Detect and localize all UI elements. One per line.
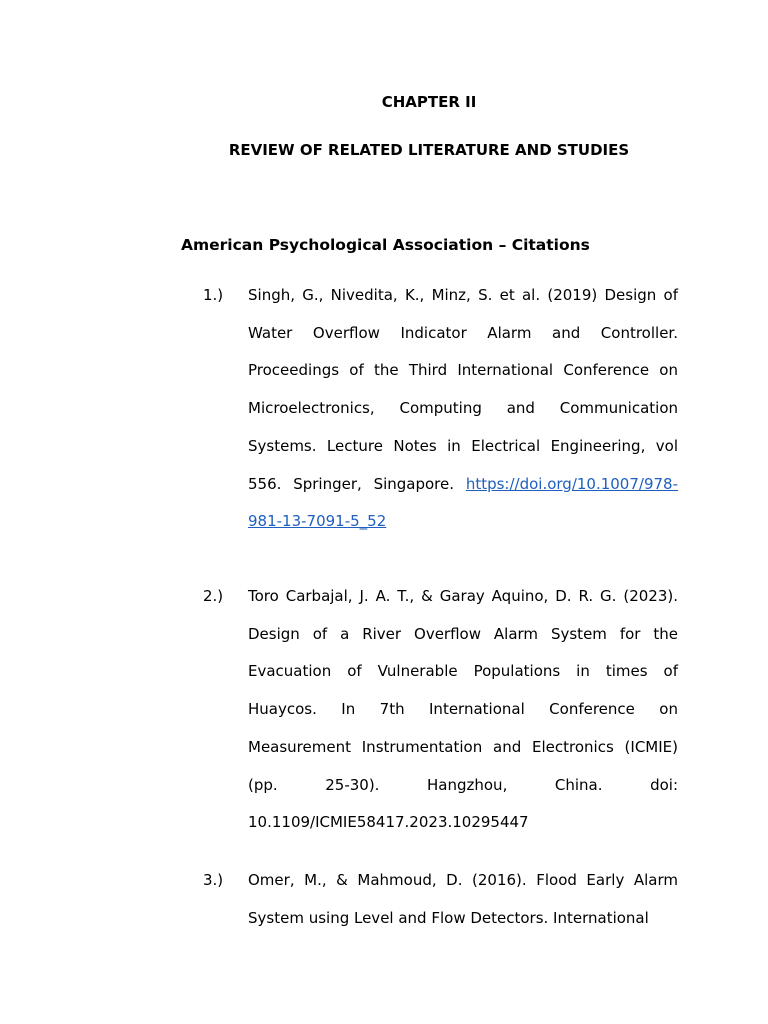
chapter-heading: CHAPTER II [381, 93, 477, 111]
reference-text [248, 277, 678, 541]
reference-number: 3.) [203, 871, 224, 889]
chapter-title: REVIEW OF RELATED LITERATURE AND STUDIES [228, 141, 630, 159]
reference-number: 1.) [203, 286, 224, 304]
reference-number: 2.) [203, 587, 224, 605]
reference-text: Omer, M., & Mahmoud, D. (2016). Flood Early Alarm System using Level and Flow Detectors. International [248, 871, 678, 927]
doi-link[interactable]: https://doi.org/10.1007/978-981-13-7091-5_52 [248, 474, 678, 531]
reference-text: Toro Carbajal, J. A. T., & Garay Aquino, D. R. G. (2023). Design of a River Overflow Alarm System for the Evacuation of Vulnerable Populations in times of Huaycos. In 7th International Conference on Measurement Instrumentation and Electronics (ICMIE) (pp. 25-30). Hangzhou, China. doi: 10.1109/ICMIE58417.2023.10295447 [248, 587, 678, 832]
reference-body: Singh, G., Nivedita, K., Minz, S. et al. (2019) Design of Water Overflow Indicator Alarm and Controller. Proceedings of the Third International Conference on Microelectronics, Computing and Communication Systems. Lecture Notes in Electrical Engineering, vol 556. Springer, Singapore. [248, 286, 678, 493]
section-heading: American Psychological Association – Citations [181, 236, 590, 254]
